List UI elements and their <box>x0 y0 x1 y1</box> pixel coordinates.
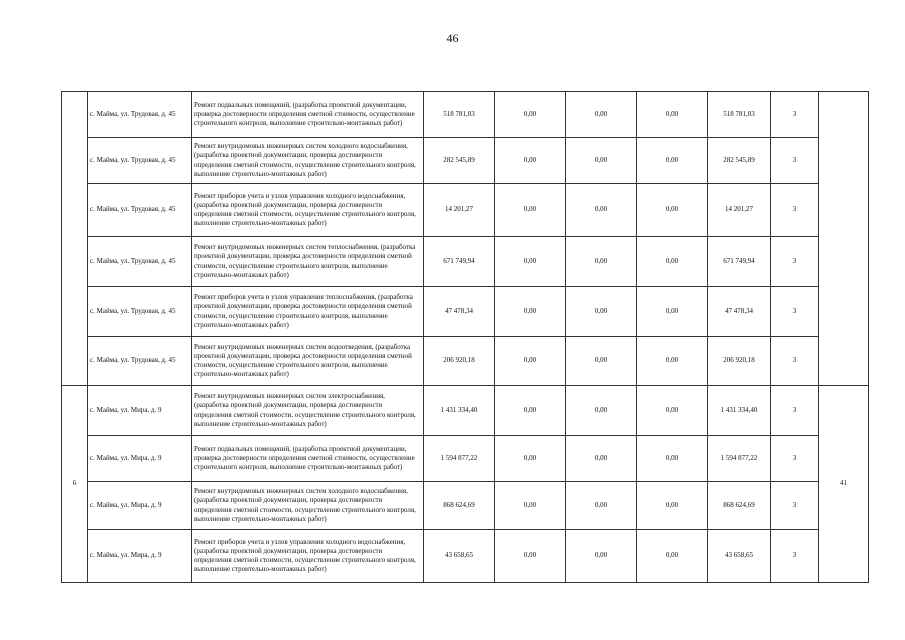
amount-cell: 518 781,03 <box>708 92 771 138</box>
value-cell-2: 0,00 <box>566 92 637 138</box>
total-cost-cell: 47 478,34 <box>424 287 495 337</box>
value-cell-3: 0,00 <box>637 436 708 482</box>
address-cell: с. Майма, ул. Трудовая, д. 45 <box>88 287 192 337</box>
value-cell-3: 0,00 <box>637 92 708 138</box>
table-row <box>62 386 869 436</box>
total-cost-cell: 671 749,94 <box>424 237 495 287</box>
work-description-cell: Ремонт внутридомовых инженерных систем холодного водоснабжения, (разработка проектной документации, проверка достоверности определения сметной стоимости, осуществление строительного контроля, выполнение строительно-монтажных работ) <box>192 138 424 184</box>
table-row <box>62 287 869 337</box>
value-cell-2: 0,00 <box>566 530 637 583</box>
value-cell-1: 0,00 <box>495 337 566 386</box>
table-row <box>62 92 869 138</box>
value-cell-2: 0,00 <box>566 436 637 482</box>
table-row <box>62 237 869 287</box>
value-cell-1: 0,00 <box>495 138 566 184</box>
value-cell-3: 0,00 <box>637 237 708 287</box>
value-cell-2: 0,00 <box>566 237 637 287</box>
total-cost-cell: 43 658,65 <box>424 530 495 583</box>
amount-cell: 282 545,89 <box>708 138 771 184</box>
page-number: 46 <box>446 31 459 45</box>
work-description-cell: Ремонт приборов учета и узлов управления холодного водоснабжения, (разработка проектной документации, проверка достоверности определения сметной стоимости, осуществление строительного контроля, выполнение строительно-монтажных работ) <box>192 530 424 583</box>
work-description-cell: Ремонт подвальных помещений, (разработка проектной документации, проверка достоверности определения сметной стоимости, осуществление строительного контроля, выполнение строительно-монтажных работ) <box>192 92 424 138</box>
work-description-cell: Ремонт приборов учета и узлов управления теплоснабжения, (разработка проектной документации, проверка достоверности определения сметной стоимости, осуществление строительного контроля, выполнение строительно-монтажных работ) <box>192 287 424 337</box>
address-cell: с. Майма, ул. Трудовая, д. 45 <box>88 138 192 184</box>
amount-cell: 206 920,18 <box>708 337 771 386</box>
table-row <box>62 337 869 386</box>
value-cell-1: 0,00 <box>495 184 566 237</box>
code-cell: 3 <box>771 530 819 583</box>
value-cell-3: 0,00 <box>637 530 708 583</box>
code-cell: 3 <box>771 92 819 138</box>
value-cell-1: 0,00 <box>495 287 566 337</box>
value-cell-2: 0,00 <box>566 184 637 237</box>
work-description-cell: Ремонт внутридомовых инженерных систем теплоснабжения, (разработка проектной документации, проверка достоверности определения сметной стоимости, осуществление строительного контроля, выполнение строительно-монтажных работ) <box>192 237 424 287</box>
value-cell-3: 0,00 <box>637 386 708 436</box>
value-cell-2: 0,00 <box>566 386 637 436</box>
table-row <box>62 530 869 583</box>
total-cost-cell: 868 624,69 <box>424 482 495 530</box>
amount-cell: 868 624,69 <box>708 482 771 530</box>
address-cell: с. Майма, ул. Мира, д. 9 <box>88 530 192 583</box>
total-cost-cell: 282 545,89 <box>424 138 495 184</box>
total-cost-cell: 206 920,18 <box>424 337 495 386</box>
value-cell-1: 0,00 <box>495 436 566 482</box>
work-description-cell: Ремонт приборов учета и узлов управления холодного водоснабжения, (разработка проектной документации, проверка достоверности определения сметной стоимости, осуществление строительного контроля, выполнение строительно-монтажных работ) <box>192 184 424 237</box>
group-number-cell: 6 <box>62 386 88 583</box>
work-description-cell: Ремонт внутридомовых инженерных систем водоотведения, (разработка проектной документации, проверка достоверности определения сметной стоимости, осуществление строительного контроля, выполнение строительно-монтажных работ) <box>192 337 424 386</box>
value-cell-2: 0,00 <box>566 138 637 184</box>
value-cell-2: 0,00 <box>566 337 637 386</box>
table-row <box>62 482 869 530</box>
amount-cell: 1 594 877,22 <box>708 436 771 482</box>
table-row <box>62 436 869 482</box>
code-cell: 3 <box>771 184 819 237</box>
address-cell: с. Майма, ул. Трудовая, д. 45 <box>88 92 192 138</box>
total-cost-cell: 1 431 334,40 <box>424 386 495 436</box>
work-description-cell: Ремонт внутридомовых инженерных систем холодного водоснабжения, (разработка проектной документации, проверка достоверности определения сметной стоимости, осуществление строительного контроля, выполнение строительно-монтажных работ) <box>192 482 424 530</box>
amount-cell: 671 749,94 <box>708 237 771 287</box>
value-cell-2: 0,00 <box>566 482 637 530</box>
group-value-cell: 41 <box>819 386 869 583</box>
total-cost-cell: 518 781,03 <box>424 92 495 138</box>
end-cell-empty <box>819 92 869 386</box>
value-cell-3: 0,00 <box>637 184 708 237</box>
code-cell: 3 <box>771 337 819 386</box>
group-cell-empty <box>62 92 88 386</box>
address-cell: с. Майма, ул. Мира, д. 9 <box>88 482 192 530</box>
work-description-cell: Ремонт подвальных помещений, (разработка проектной документации, проверка достоверности определения сметной стоимости, осуществление строительного контроля, выполнение строительно-монтажных работ) <box>192 436 424 482</box>
value-cell-1: 0,00 <box>495 237 566 287</box>
value-cell-1: 0,00 <box>495 482 566 530</box>
code-cell: 3 <box>771 287 819 337</box>
table-row <box>62 184 869 237</box>
address-cell: с. Майма, ул. Трудовая, д. 45 <box>88 237 192 287</box>
value-cell-1: 0,00 <box>495 386 566 436</box>
code-cell: 3 <box>771 237 819 287</box>
value-cell-3: 0,00 <box>637 482 708 530</box>
table-row <box>62 138 869 184</box>
value-cell-2: 0,00 <box>566 287 637 337</box>
works-table <box>61 91 869 583</box>
code-cell: 3 <box>771 386 819 436</box>
amount-cell: 43 658,65 <box>708 530 771 583</box>
value-cell-1: 0,00 <box>495 530 566 583</box>
code-cell: 3 <box>771 436 819 482</box>
value-cell-3: 0,00 <box>637 138 708 184</box>
total-cost-cell: 14 201,27 <box>424 184 495 237</box>
value-cell-3: 0,00 <box>637 337 708 386</box>
address-cell: с. Майма, ул. Мира, д. 9 <box>88 386 192 436</box>
value-cell-3: 0,00 <box>637 287 708 337</box>
amount-cell: 1 431 334,40 <box>708 386 771 436</box>
amount-cell: 47 478,34 <box>708 287 771 337</box>
value-cell-1: 0,00 <box>495 92 566 138</box>
work-description-cell: Ремонт внутридомовых инженерных систем электроснабжения, (разработка проектной документации, проверка достоверности определения сметной стоимости, осуществление строительного контроля, выполнение строительно-монтажных работ) <box>192 386 424 436</box>
address-cell: с. Майма, ул. Мира, д. 9 <box>88 436 192 482</box>
amount-cell: 14 201,27 <box>708 184 771 237</box>
code-cell: 3 <box>771 138 819 184</box>
total-cost-cell: 1 594 877,22 <box>424 436 495 482</box>
address-cell: с. Майма, ул. Трудовая, д. 45 <box>88 337 192 386</box>
address-cell: с. Майма, ул. Трудовая, д. 45 <box>88 184 192 237</box>
code-cell: 3 <box>771 482 819 530</box>
